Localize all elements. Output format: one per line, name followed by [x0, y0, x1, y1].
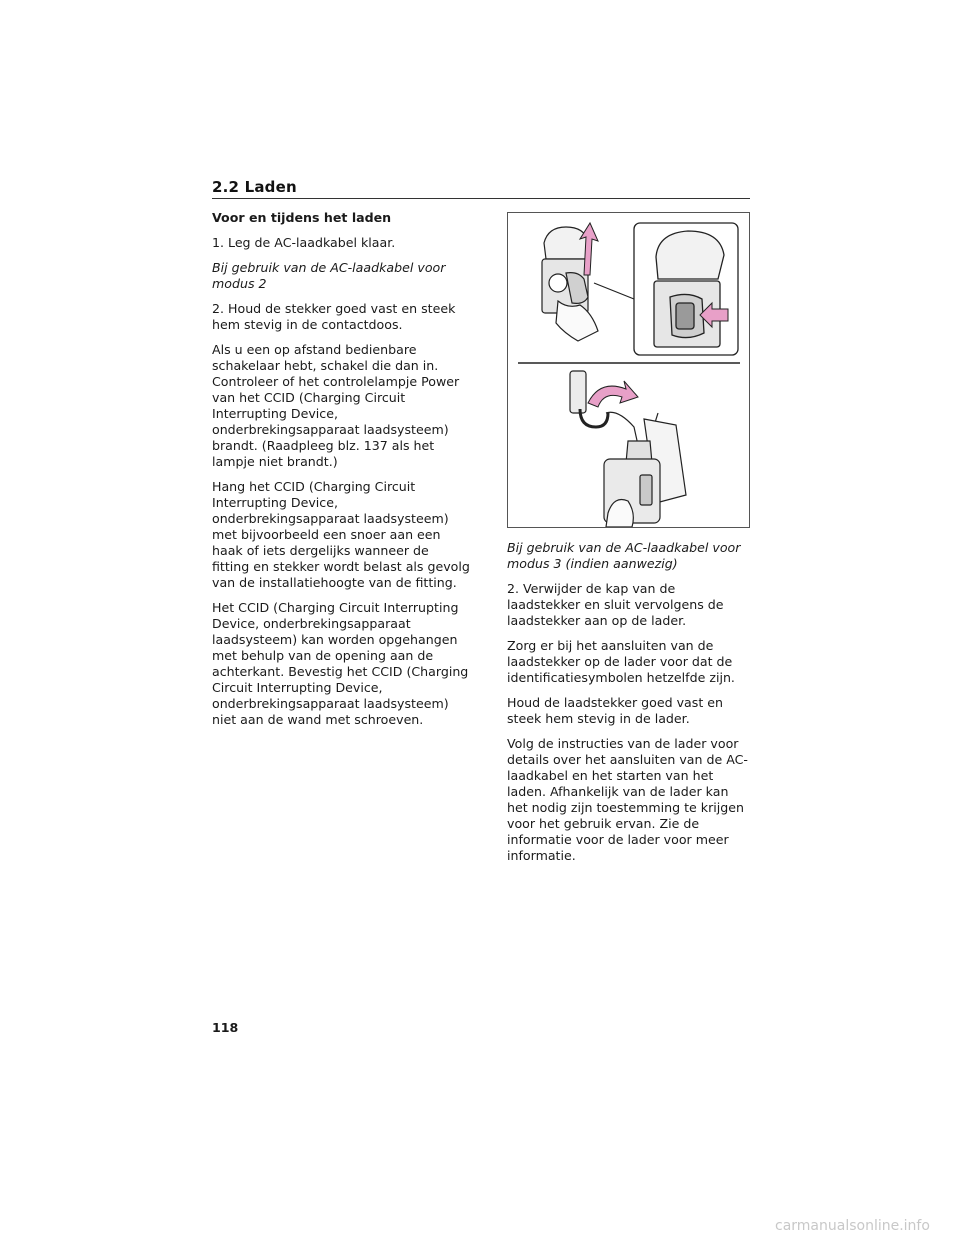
header-rule [212, 198, 750, 199]
section-title: 2.2 Laden [212, 178, 297, 196]
illustration-svg [508, 213, 749, 527]
mode-2-label: Bij gebruik van de AC-laadkabel voor modus 2 [212, 260, 446, 291]
remote-switch-paragraph: Als u een op afstand bedienbare schakelaar hebt, schakel die dan in. Controleer of het controlelampje Power van het CCID (Charging Circuit Interrupting Device, onderbrekingsapparaat laadsysteem) brandt. (Raadpleeg blz. 137 als het lampje niet brandt.) [212, 342, 460, 469]
arrow-curved-icon [588, 381, 638, 407]
step-1: 1. Leg de AC-laadkabel klaar. [212, 235, 396, 250]
charger-instructions-paragraph: Volg de instructies van de lader voor details over het aansluiten van de AC-laadkabel en het starten van het laden. Afhankelijk van de lader kan het nodig zijn toestemming te krijgen voor het gebruik ervan. Zie de informatie voor de lader voor meer informatie. [507, 736, 748, 863]
identification-paragraph: Zorg er bij het aansluiten van de laadstekker op de lader voor dat de identificatiesymbolen hetzelfde zijn. [507, 638, 735, 685]
page-number: 118 [212, 1020, 239, 1035]
mode-3-label: Bij gebruik van de AC-laadkabel voor modus 3 (indien aanwezig) [507, 540, 741, 571]
step-2-mode-3: 2. Verwijder de kap van de laadstekker en sluit vervolgens de laadstekker aan op de lader. [507, 581, 724, 628]
right-column [507, 540, 751, 873]
left-column [212, 210, 470, 737]
step-2-mode-2: 2. Houd de stekker goed vast en steek hem stevig in de contactdoos. [212, 301, 456, 332]
subheading: Voor en tijdens het laden [212, 210, 392, 225]
hold-plug-paragraph: Houd de laadstekker goed vast en steek hem stevig in de lader. [507, 695, 723, 726]
watermark: carmanualsonline.info [775, 1218, 930, 1234]
hang-ccid-paragraph: Hang het CCID (Charging Circuit Interrupting Device, onderbrekingsapparaat laadsysteem) met bijvoorbeeld een snoer aan een haak of iets dergelijks wanneer de fitting en stekker wordt belast als gevolg van de installatiehoogte van de fitting. [212, 479, 470, 590]
zoom-inset [634, 223, 738, 355]
ccid-mount-paragraph: Het CCID (Charging Circuit Interrupting Device, onderbrekingsapparaat laadsysteem) kan worden opgehangen met behulp van de opening aan de achterkant. Bevestig het CCID (Charging Circuit Interrupting Device, onderbrekingsapparaat laadsysteem) niet aan de wand met schroeven. [212, 600, 469, 727]
charging-illustration [507, 212, 750, 528]
